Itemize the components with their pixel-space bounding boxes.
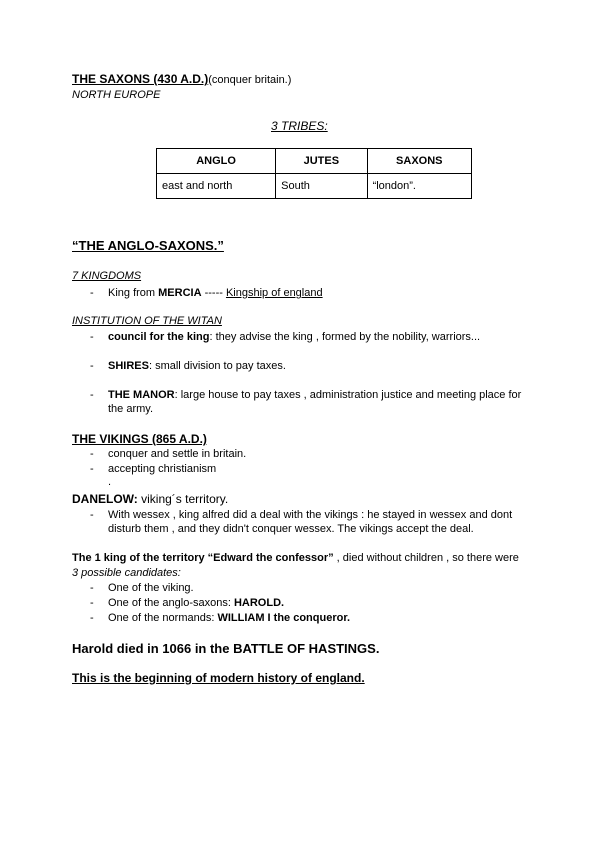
harold-statement: Harold died in 1066 in the BATTLE OF HASTINGS.: [72, 641, 380, 656]
bullet-dash: -: [90, 287, 94, 299]
saxons-heading: [72, 72, 291, 86]
table-header-cell: SAXONS: [367, 149, 471, 174]
witan-item: [108, 360, 286, 372]
bullet-dash: -: [90, 360, 94, 372]
deal-line-1: With wessex , king alfred did a deal with the vikings : he stayed in wessex and dont: [108, 509, 513, 521]
anglo-saxons-title: “THE ANGLO-SAXONS.”: [72, 238, 224, 253]
saxons-title: THE SAXONS (430 A.D.): [72, 72, 209, 86]
deal-line-2: disturb them , and they didn't conquer wessex. The vikings accept the deal.: [108, 523, 474, 535]
vikings-dot: .: [108, 476, 112, 488]
table-header-cell: ANGLO: [157, 149, 276, 174]
witan-item: [108, 389, 521, 401]
candidate-item: [108, 597, 284, 609]
table-row: [157, 174, 472, 199]
candidate-item: [108, 612, 350, 624]
bullet-dash: -: [90, 597, 94, 609]
bullet-dash: -: [90, 463, 94, 475]
edward-text: , died without children , so there were: [333, 552, 519, 564]
kingdoms-item-prefix: King from: [108, 287, 159, 299]
table-header-cell: JUTES: [276, 149, 367, 174]
bullet-dash: -: [90, 509, 94, 521]
candidate-name: WILLIAM I the conqueror.: [217, 612, 351, 624]
tribes-table: [156, 148, 472, 199]
bullet-dash: -: [90, 331, 94, 343]
table-cell: “london”.: [367, 174, 471, 199]
kingship-label: Kingship of england: [225, 287, 323, 299]
vikings-item: accepting christianism: [108, 463, 217, 475]
witan-item-bold: THE MANOR: [108, 389, 175, 401]
table-cell: South: [276, 174, 367, 199]
vikings-item: conquer and settle in britain.: [108, 448, 247, 460]
saxons-title-suffix: (conquer britain.): [208, 74, 292, 86]
bullet-dash: -: [90, 582, 94, 594]
danelow-line: [72, 492, 228, 506]
edward-line: [72, 552, 519, 564]
witan-item: [108, 331, 480, 343]
witan-heading: INSTITUTION OF THE WITAN: [72, 315, 222, 327]
witan-item-continuation: the army.: [108, 403, 154, 415]
candidate-text: One of the normands:: [108, 612, 218, 624]
candidates-heading: 3 possible candidates:: [72, 567, 181, 579]
kingdoms-heading: 7 KINGDOMS: [72, 270, 142, 282]
witan-item-text: : they advise the king , formed by the nobility, warriors...: [209, 331, 481, 343]
witan-item-bold: SHIRES: [108, 360, 149, 372]
bullet-dash: -: [90, 448, 94, 460]
saxons-subtitle: NORTH EUROPE: [72, 89, 161, 101]
candidate-item: [108, 582, 194, 594]
closing-statement: This is the beginning of modern history of england.: [72, 671, 365, 685]
kingdoms-item-middle: -----: [201, 287, 226, 299]
tribes-heading: 3 TRIBES:: [271, 119, 328, 133]
kingdoms-item: [108, 287, 323, 299]
edward-bold: The 1 king of the territory “Edward the confessor”: [72, 552, 334, 564]
witan-item-bold: council for the king: [108, 331, 210, 343]
candidate-name: HAROLD.: [233, 597, 285, 609]
witan-item-text: : small division to pay taxes.: [148, 360, 286, 372]
table-header-row: [157, 149, 472, 174]
danelow-text: viking´s territory.: [137, 492, 229, 506]
vikings-title: THE VIKINGS (865 A.D.): [72, 432, 207, 446]
bullet-dash: -: [90, 389, 94, 401]
candidate-text: One of the anglo-saxons:: [108, 597, 234, 609]
table-cell: east and north: [157, 174, 276, 199]
bullet-dash: -: [90, 612, 94, 624]
candidate-text: One of the viking.: [108, 582, 194, 594]
mercia-label: MERCIA: [158, 287, 202, 299]
danelow-label: DANELOW:: [72, 492, 138, 506]
witan-item-text: : large house to pay taxes , administration justice and meeting place for: [174, 389, 522, 401]
